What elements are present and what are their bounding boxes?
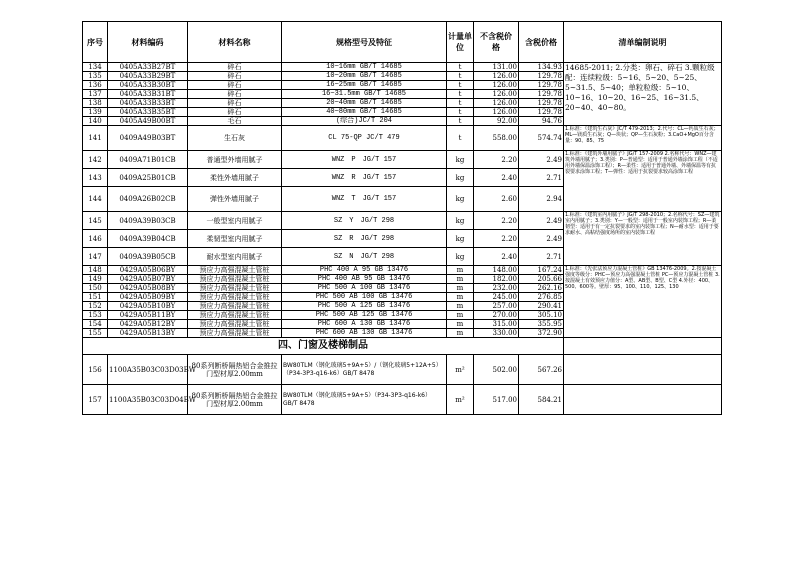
cell-tax-price: 134.93 xyxy=(519,63,564,72)
cell-name: 碎石 xyxy=(188,72,282,81)
cell-price: 2.20 xyxy=(474,151,519,169)
cell-code: 0429A05B06BY xyxy=(108,266,188,275)
cell-unit: m² xyxy=(447,385,474,415)
cell-spec: BW80TLM（钢化玻璃5+9A+5）（P34-3P3-q16-k6）GB/T 8478 xyxy=(282,385,447,415)
table-row xyxy=(83,212,722,230)
cell-code: 0405A33B29BT xyxy=(108,72,188,81)
cell-price: 182.00 xyxy=(474,275,519,284)
cell-notes-empty xyxy=(564,355,722,385)
cell-no: 143 xyxy=(83,169,108,187)
cell-code: 0405A33B33BT xyxy=(108,99,188,108)
cell-tax-price: 129.78 xyxy=(519,72,564,81)
header-price: 不含税价 格 xyxy=(474,22,519,63)
header-code: 材料编码 xyxy=(108,22,188,63)
cell-name: 预应力高强混凝土管桩 xyxy=(188,275,282,284)
cell-name: 碎石 xyxy=(188,90,282,99)
cell-name: 弹性外墙用腻子 xyxy=(188,187,282,212)
cell-name: 80系列断桥隔热铝合金推拉门型材厚2.00mm xyxy=(188,385,282,415)
cell-no: 148 xyxy=(83,266,108,275)
cell-no: 138 xyxy=(83,99,108,108)
cell-no: 156 xyxy=(83,355,108,385)
cell-spec: SZ Y JG/T 298 xyxy=(282,212,447,230)
cell-price: 131.00 xyxy=(474,63,519,72)
cell-tax-price: 129.78 xyxy=(519,99,564,108)
cell-tax-price: 2.71 xyxy=(519,169,564,187)
cell-notes: 1.标准：《建筑生石灰》JC/T 479-2013；2.代号：CL—钙质生石灰；ML—镁质生石灰；Q—块状；QP—生石灰粉；3.CaO+MgO百分含量：90、85、75 xyxy=(564,126,722,151)
cell-tax-price: 305.10 xyxy=(519,311,564,320)
cell-no: 139 xyxy=(83,108,108,117)
cell-no: 141 xyxy=(83,126,108,151)
cell-spec: 10~20mm GB/T 14685 xyxy=(282,72,447,81)
cell-spec: WNZ T JG/T 157 xyxy=(282,187,447,212)
cell-unit: m xyxy=(447,329,474,338)
cell-code: 0409A71B01CB xyxy=(108,151,188,169)
cell-tax-price: 567.26 xyxy=(519,355,564,385)
cell-code: 0429A05B13BY xyxy=(108,329,188,338)
cell-tax-price: 276.85 xyxy=(519,293,564,302)
cell-tax-price: 262.16 xyxy=(519,284,564,293)
cell-name: 柔性外墙用腻子 xyxy=(188,169,282,187)
cell-spec: PHC 500 A 125 GB 13476 xyxy=(282,302,447,311)
header-notes: 清单编制说明 xyxy=(564,22,722,63)
cell-price: 270.00 xyxy=(474,311,519,320)
cell-no: 147 xyxy=(83,248,108,266)
cell-no: 140 xyxy=(83,117,108,126)
table-row xyxy=(83,385,722,415)
cell-no: 155 xyxy=(83,329,108,338)
cell-price: 126.00 xyxy=(474,81,519,90)
cell-price: 126.00 xyxy=(474,90,519,99)
cell-notes: 14685-2011; 2.分类：卵石、碎石 3.颗粒级配：连续粒级：5~16、5~20、5~25、5~31.5、5~40；单粒粒级：5~10、10~16、10~20、16~25、16~31.5、20~40、40~80。 xyxy=(564,63,722,126)
cell-spec: 40~80mm GB/T 14685 xyxy=(282,108,447,117)
cell-code: 0409A25B01CB xyxy=(108,169,188,187)
cell-unit: kg xyxy=(447,169,474,187)
cell-price: 517.00 xyxy=(474,385,519,415)
cell-name: 生石灰 xyxy=(188,126,282,151)
cell-no: 145 xyxy=(83,212,108,230)
cell-code: 0429A05B09BY xyxy=(108,293,188,302)
table-row xyxy=(83,126,722,151)
cell-no: 154 xyxy=(83,320,108,329)
cell-unit: m xyxy=(447,266,474,275)
cell-tax-price: 205.66 xyxy=(519,275,564,284)
cell-unit: t xyxy=(447,117,474,126)
section-title: 四、门窗及楼梯制品 xyxy=(83,338,564,355)
cell-name: 预应力高强混凝土管桩 xyxy=(188,284,282,293)
cell-spec: 10~16mm GB/T 14685 xyxy=(282,63,447,72)
cell-notes: 1.标准：《建筑外墙用腻子》JG/T 157-2009 2.名称代号：WNZ—建筑外墙用腻子；3.类别：P—普通型：适用于普通外墙涂饰工程（不适用外墙保温涂饰工程）；R—柔性：适用于普通外墙、外墙保温等有抗裂要求涂饰工程；T—弹性：适用于抗裂要求较高涂饰工程 xyxy=(564,151,722,212)
cell-unit: t xyxy=(447,108,474,117)
cell-name: 预应力高强混凝土管桩 xyxy=(188,311,282,320)
cell-code: 0405A33B35BT xyxy=(108,108,188,117)
cell-name: 预应力高强混凝土管桩 xyxy=(188,329,282,338)
cell-price: 126.00 xyxy=(474,108,519,117)
cell-code: 0405A49B00BT xyxy=(108,117,188,126)
cell-code: 0409A39B05CB xyxy=(108,248,188,266)
section-row xyxy=(83,338,722,355)
cell-unit: m xyxy=(447,320,474,329)
header-tax-price: 含税价格 xyxy=(519,22,564,63)
table-body xyxy=(83,63,722,415)
cell-price: 148.00 xyxy=(474,266,519,275)
cell-price: 2.60 xyxy=(474,187,519,212)
cell-tax-price: 574.74 xyxy=(519,126,564,151)
cell-spec: 16~31.5mm GB/T 14685 xyxy=(282,90,447,99)
cell-code: 0429A05B08BY xyxy=(108,284,188,293)
header-spec: 规格型号及特征 xyxy=(282,22,447,63)
cell-spec: 16~25mm GB/T 14685 xyxy=(282,81,447,90)
cell-price: 2.20 xyxy=(474,212,519,230)
cell-tax-price: 2.49 xyxy=(519,151,564,169)
cell-price: 232.00 xyxy=(474,284,519,293)
cell-spec: SZ R JG/T 298 xyxy=(282,230,447,248)
cell-name: 一般型室内用腻子 xyxy=(188,212,282,230)
cell-name: 预应力高强混凝土管桩 xyxy=(188,302,282,311)
cell-no: 144 xyxy=(83,187,108,212)
cell-spec: (综合)JC/T 204 xyxy=(282,117,447,126)
cell-price: 2.20 xyxy=(474,230,519,248)
cell-price: 558.00 xyxy=(474,126,519,151)
cell-name: 80系列断桥隔热铝合金推拉门型材厚2.00mm xyxy=(188,355,282,385)
cell-tax-price: 2.71 xyxy=(519,248,564,266)
cell-code: 0409A49B03BT xyxy=(108,126,188,151)
cell-unit: kg xyxy=(447,187,474,212)
cell-notes-empty xyxy=(564,338,722,355)
cell-tax-price: 372.90 xyxy=(519,329,564,338)
cell-unit: kg xyxy=(447,230,474,248)
cell-spec: PHC 400 A 95 GB 13476 xyxy=(282,266,447,275)
cell-unit: t xyxy=(447,99,474,108)
cell-tax-price: 584.21 xyxy=(519,385,564,415)
cell-price: 126.00 xyxy=(474,99,519,108)
cell-code: 0409A26B02CB xyxy=(108,187,188,212)
cell-no: 149 xyxy=(83,275,108,284)
cell-unit: kg xyxy=(447,212,474,230)
header-name: 材料名称 xyxy=(188,22,282,63)
cell-no: 157 xyxy=(83,385,108,415)
cell-notes: 1.标准：《建筑室内用腻子》JG/T 298-2010；2.名称代号：SZ—建筑室内用腻子；3.类别：Y—一般型：适用于一般室内装饰工程；R—柔韧型：适用于有一定抗裂要求的室内装饰工程；N—耐水型：适用于要求耐水、高粘结强度场所的室内装饰工程 xyxy=(564,212,722,266)
cell-tax-price: 2.49 xyxy=(519,230,564,248)
cell-code: 0409A39B03CB xyxy=(108,212,188,230)
cell-no: 152 xyxy=(83,302,108,311)
cell-unit: m xyxy=(447,275,474,284)
cell-notes-empty xyxy=(564,385,722,415)
cell-name: 预应力高强混凝土管桩 xyxy=(188,320,282,329)
header-row xyxy=(83,22,722,63)
cell-unit: kg xyxy=(447,151,474,169)
cell-price: 2.40 xyxy=(474,169,519,187)
cell-spec: PHC 600 AB 130 GB 13476 xyxy=(282,329,447,338)
cell-tax-price: 129.78 xyxy=(519,81,564,90)
cell-spec: PHC 500 A 100 GB 13476 xyxy=(282,284,447,293)
cell-spec: BW80TLM（钢化玻璃5+9A+5）/（钢化玻璃5+12A+5）（P34-3P3-q16-k6）GB/T 8478 xyxy=(282,355,447,385)
cell-no: 146 xyxy=(83,230,108,248)
cell-tax-price: 94.76 xyxy=(519,117,564,126)
cell-tax-price: 129.78 xyxy=(519,108,564,117)
cell-unit: m xyxy=(447,293,474,302)
header-no: 序号 xyxy=(83,22,108,63)
cell-code: 0429A05B12BY xyxy=(108,320,188,329)
cell-name: 耐水型室内用腻子 xyxy=(188,248,282,266)
cell-tax-price: 129.78 xyxy=(519,90,564,99)
table-row xyxy=(83,63,722,72)
cell-code: 0405A33B27BT xyxy=(108,63,188,72)
cell-price: 245.00 xyxy=(474,293,519,302)
cell-unit: t xyxy=(447,90,474,99)
cell-code: 0409A39B04CB xyxy=(108,230,188,248)
cell-no: 153 xyxy=(83,311,108,320)
cell-price: 257.00 xyxy=(474,302,519,311)
cell-spec: CL 75-QP JC/T 479 xyxy=(282,126,447,151)
cell-no: 135 xyxy=(83,72,108,81)
cell-no: 134 xyxy=(83,63,108,72)
cell-name: 预应力高强混凝土管桩 xyxy=(188,293,282,302)
cell-no: 151 xyxy=(83,293,108,302)
cell-code: 0429A05B10BY xyxy=(108,302,188,311)
table-row xyxy=(83,266,722,275)
price-table xyxy=(82,21,722,415)
cell-unit: t xyxy=(447,63,474,72)
cell-no: 136 xyxy=(83,81,108,90)
cell-no: 137 xyxy=(83,90,108,99)
cell-unit: m xyxy=(447,311,474,320)
cell-spec: SZ N JG/T 298 xyxy=(282,248,447,266)
cell-unit: kg xyxy=(447,248,474,266)
cell-name: 预应力高强混凝土管桩 xyxy=(188,266,282,275)
cell-unit: t xyxy=(447,72,474,81)
cell-tax-price: 290.41 xyxy=(519,302,564,311)
cell-unit: m xyxy=(447,302,474,311)
cell-spec: PHC 400 AB 95 GB 13476 xyxy=(282,275,447,284)
cell-spec: PHC 500 AB 125 GB 13476 xyxy=(282,311,447,320)
cell-name: 碎石 xyxy=(188,81,282,90)
cell-name: 碎石 xyxy=(188,99,282,108)
cell-no: 142 xyxy=(83,151,108,169)
header-unit: 计量单位 xyxy=(447,22,474,63)
cell-price: 330.00 xyxy=(474,329,519,338)
cell-spec: WNZ R JG/T 157 xyxy=(282,169,447,187)
table-row xyxy=(83,355,722,385)
cell-tax-price: 167.24 xyxy=(519,266,564,275)
cell-name: 柔韧型室内用腻子 xyxy=(188,230,282,248)
cell-name: 毛石 xyxy=(188,117,282,126)
cell-spec: PHC 600 A 130 GB 13476 xyxy=(282,320,447,329)
cell-code: 1100A35B03C03D03BW xyxy=(108,355,188,385)
cell-tax-price: 2.49 xyxy=(519,212,564,230)
cell-code: 0429A05B11BY xyxy=(108,311,188,320)
table-row xyxy=(83,151,722,169)
cell-name: 碎石 xyxy=(188,63,282,72)
cell-price: 92.00 xyxy=(474,117,519,126)
cell-unit: m xyxy=(447,284,474,293)
cell-price: 2.40 xyxy=(474,248,519,266)
cell-unit: t xyxy=(447,126,474,151)
cell-tax-price: 355.95 xyxy=(519,320,564,329)
cell-name: 碎石 xyxy=(188,108,282,117)
cell-code: 0405A33B30BT xyxy=(108,81,188,90)
cell-code: 1100A35B03C03D04BW xyxy=(108,385,188,415)
cell-notes: 1.标准：《先张法预应力混凝土管桩》GB 13476-2009。2.按混凝土强度等级分：PHC—预应力高强混凝土管桩 PC—预应力混凝土管桩 3.按混凝土有效预应力值分：A型、AB型、B型、C型 4.外径：400、500、600等。壁厚：95、100、110、125、130 xyxy=(564,266,722,338)
cell-name: 普通型外墙用腻子 xyxy=(188,151,282,169)
cell-code: 0429A05B07BY xyxy=(108,275,188,284)
cell-price: 126.00 xyxy=(474,72,519,81)
cell-unit: t xyxy=(447,81,474,90)
cell-unit: m² xyxy=(447,355,474,385)
cell-spec: 20~40mm GB/T 14685 xyxy=(282,99,447,108)
cell-tax-price: 2.94 xyxy=(519,187,564,212)
cell-spec: PHC 500 AB 100 GB 13476 xyxy=(282,293,447,302)
cell-code: 0405A33B31BT xyxy=(108,90,188,99)
cell-no: 150 xyxy=(83,284,108,293)
cell-price: 502.00 xyxy=(474,355,519,385)
cell-price: 315.00 xyxy=(474,320,519,329)
cell-spec: WNZ P JG/T 157 xyxy=(282,151,447,169)
